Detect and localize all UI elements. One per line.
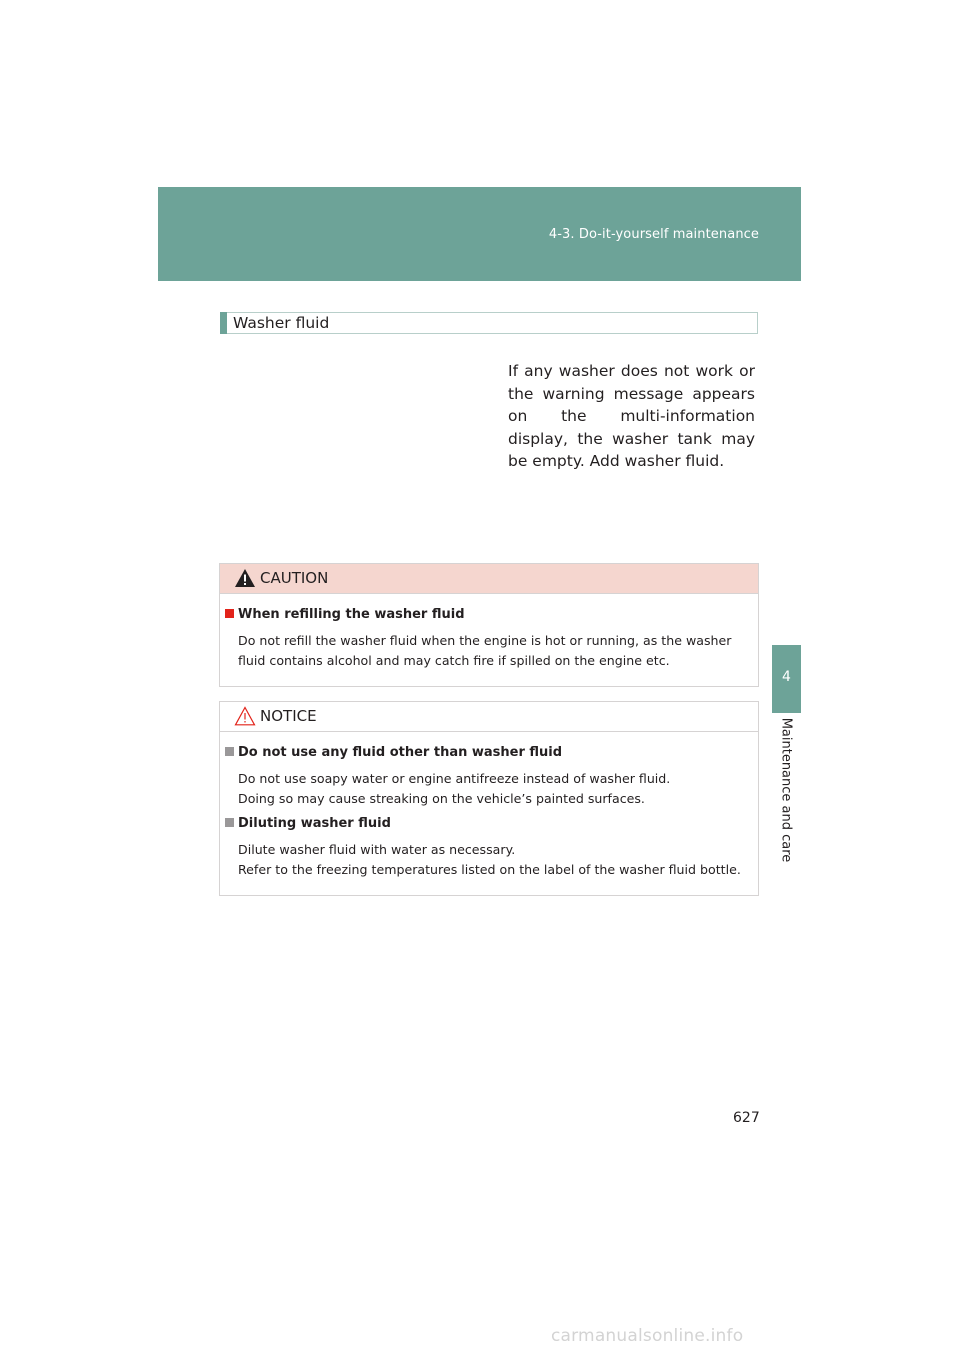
bullet-square-icon	[225, 818, 234, 827]
caution-box	[219, 563, 759, 687]
caution-label: CAUTION	[260, 569, 329, 587]
notice-item-text	[238, 769, 756, 809]
notice-item-line: Refer to the freezing temperatures listed on the label of the washer fluid bottle.	[238, 862, 741, 877]
bullet-square-icon	[225, 747, 234, 756]
watermark: carmanualsonline.info	[551, 1326, 744, 1346]
caution-item-title: When refilling the washer fluid	[225, 607, 465, 622]
notice-item-line: Doing so may cause streaking on the vehicle’s painted surfaces.	[238, 791, 645, 806]
notice-triangle-icon	[234, 706, 256, 726]
chapter-title: Maintenance and care	[778, 717, 794, 863]
notice-box	[219, 701, 759, 896]
topic-title: Washer fluid	[233, 314, 330, 332]
section-header-band	[158, 187, 801, 281]
caution-item-text: Do not refill the washer fluid when the engine is hot or running, as the washer fluid contains alcohol and may catch fire if spilled on the engine etc.	[238, 633, 732, 668]
caution-header	[220, 564, 758, 594]
notice-item-title: Diluting washer fluid	[225, 816, 391, 831]
notice-item-line: Do not use soapy water or engine antifreeze instead of washer fluid.	[238, 771, 671, 786]
bullet-square-icon	[225, 609, 234, 618]
chapter-number: 4	[782, 669, 791, 685]
warning-triangle-icon	[234, 568, 256, 588]
chapter-tab[interactable]	[772, 645, 801, 713]
heading-accent-bar	[220, 312, 227, 334]
notice-header	[220, 702, 758, 732]
topic-heading	[220, 312, 758, 334]
notice-item-title: Do not use any fluid other than washer fluid	[225, 745, 562, 760]
notice-item-line: Dilute washer fluid with water as necessary.	[238, 842, 516, 857]
notice-label: NOTICE	[260, 707, 317, 725]
notice-item-text	[238, 840, 756, 880]
body-paragraph: If any washer does not work or the warning message appears on the multi-information display, the washer tank may be empty. Add washer fluid.	[508, 362, 755, 471]
section-title: 4-3. Do-it-yourself maintenance	[548, 227, 759, 242]
page-number: 627	[733, 1110, 760, 1126]
